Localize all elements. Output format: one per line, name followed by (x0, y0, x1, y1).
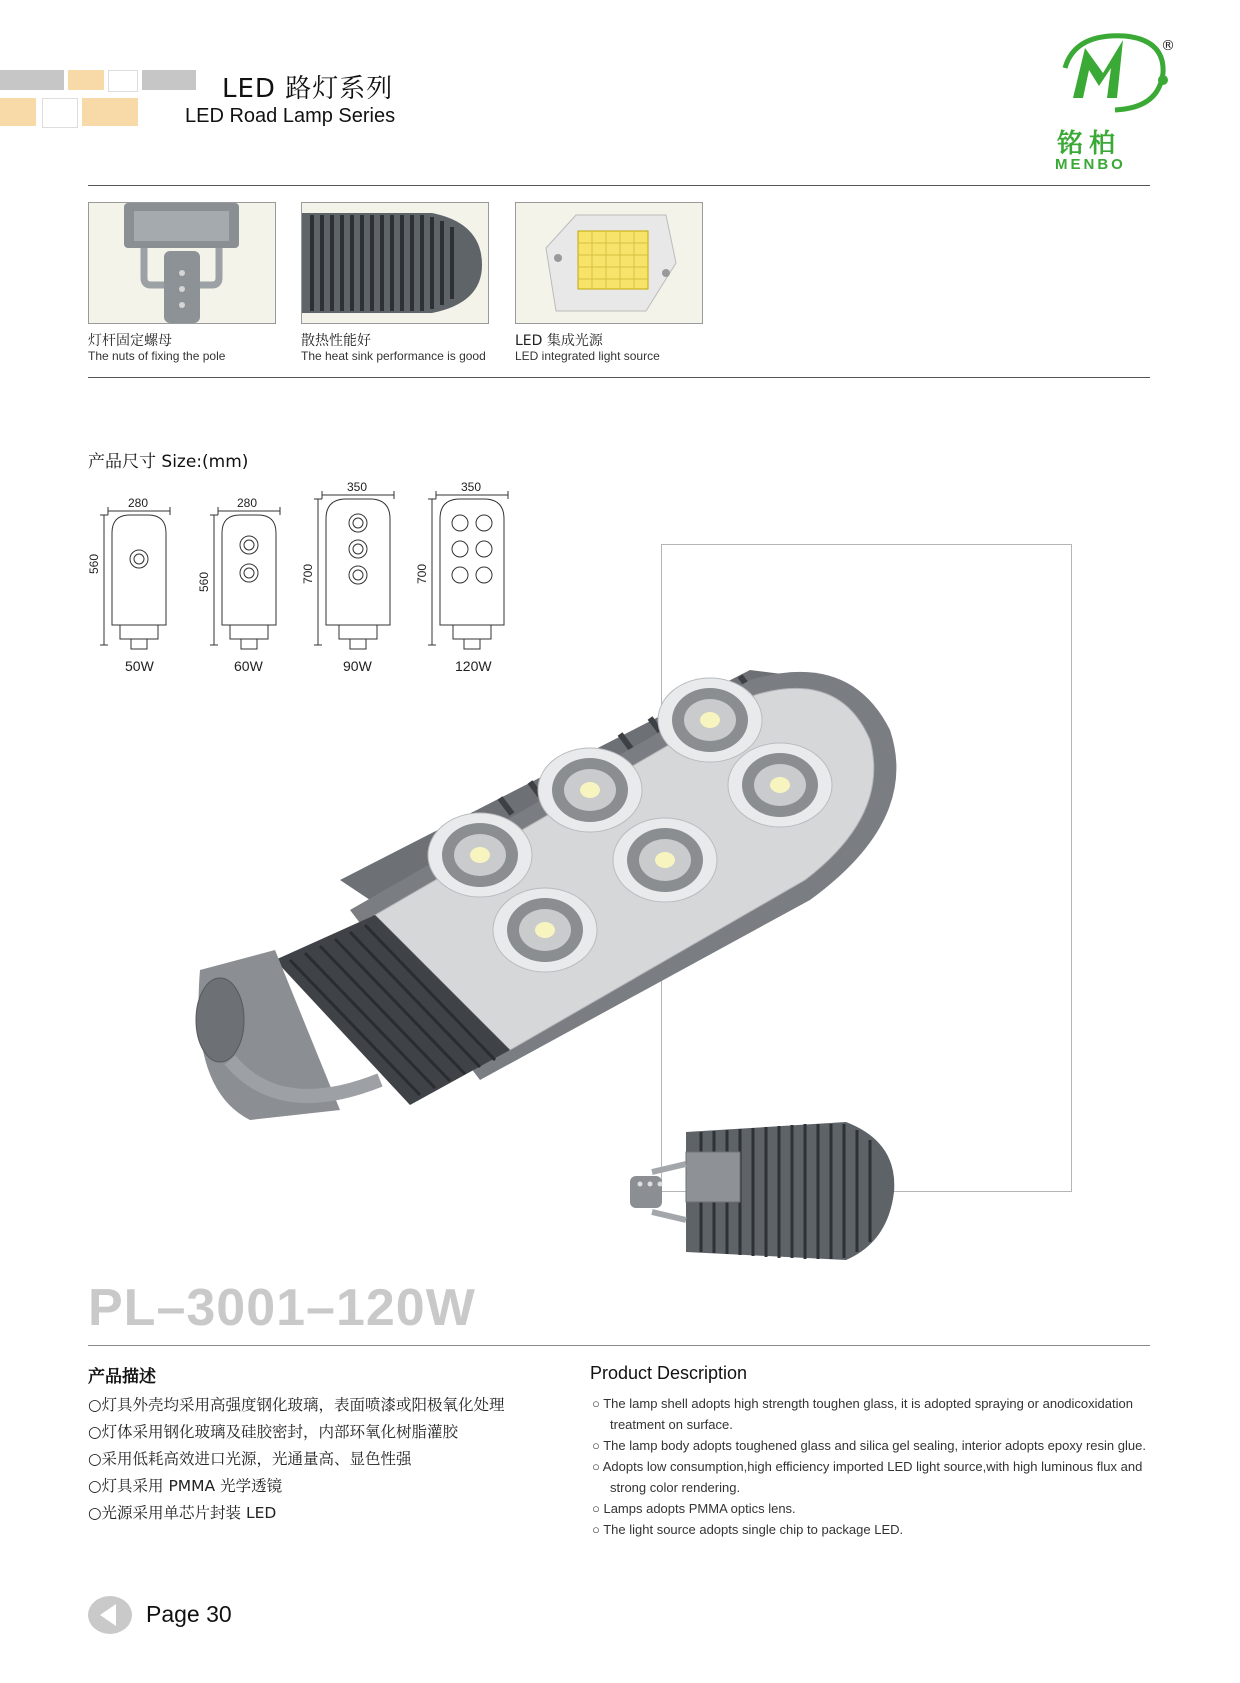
brand-name-cn: 铭柏 (1057, 129, 1122, 159)
led-chip-icon (516, 203, 702, 323)
pole-mount-icon (89, 203, 275, 323)
divider-features (88, 377, 1150, 378)
list-item: ○ Adopts low consumption,high efficiency imported LED light source,with high luminous flux and strong color rendering. (592, 1459, 1143, 1495)
divider-description (88, 1345, 1150, 1346)
feature-label-cn: LED 集成光源 (515, 333, 603, 349)
feature-image-led-chip (515, 202, 703, 324)
feature-image-pole-mount (88, 202, 276, 324)
feature-image-heat-sink (301, 202, 489, 324)
product-image-side (626, 1112, 906, 1262)
list-item: ○灯体采用钢化玻璃及硅胶密封，内部环氧化树脂灌胶 (88, 1423, 459, 1441)
list-item: ○采用低耗高效进口光源，光通量高、显色性强 (88, 1450, 412, 1468)
page-title-en: LED Road Lamp Series (185, 105, 396, 127)
dimension-width: 280 (128, 496, 149, 510)
feature-label-cn: 灯杆固定螺母 (88, 333, 172, 349)
feature-label-en: LED integrated light source (515, 349, 660, 363)
dimension-height: 560 (197, 571, 211, 592)
dimension-width: 280 (237, 496, 258, 510)
feature-label-en: The heat sink performance is good (301, 349, 486, 363)
list-item: ○ The lamp body adopts toughened glass and silica gel sealing, interior adopts epoxy resin glue. (592, 1438, 1146, 1453)
brand-logo (1055, 28, 1180, 178)
dimension-width: 350 (461, 480, 482, 494)
description-title-en: Product Description (590, 1363, 748, 1383)
page-back-arrow[interactable] (88, 1596, 132, 1634)
dimension-height: 700 (415, 563, 429, 584)
size-drawing-50w (100, 507, 170, 649)
brand-name-en: MENBO (1055, 156, 1126, 173)
dimension-height: 700 (301, 563, 315, 584)
model-number: PL–3001–120W (88, 1279, 476, 1337)
size-drawing-60w (210, 507, 280, 649)
list-item: ○灯具外壳均采用高强度钢化玻璃，表面喷漆或阳极氧化处理 (88, 1396, 505, 1414)
header-decor (0, 70, 200, 130)
divider-top (88, 185, 1150, 186)
size-drawing-90w (314, 491, 394, 649)
list-item: ○ The lamp shell adopts high strength toughen glass, it is adopted spraying or anodicoxidation treatment on surface. (592, 1396, 1133, 1432)
page-number: Page 30 (146, 1601, 232, 1627)
wattage-label: 120W (455, 658, 492, 674)
list-item: ○ The light source adopts single chip to package LED. (592, 1522, 904, 1537)
dimension-height: 560 (87, 553, 101, 574)
arrow-left-icon (88, 1596, 132, 1634)
size-drawing-120w (428, 491, 508, 649)
product-image-main (190, 650, 970, 1170)
dimension-width: 350 (347, 480, 368, 494)
list-item: ○光源采用单芯片封装 LED (88, 1504, 277, 1522)
description-list-cn (88, 1392, 568, 1527)
description-list-en (592, 1393, 1152, 1540)
feature-label-en: The nuts of fixing the pole (88, 349, 226, 363)
wattage-label: 50W (125, 658, 154, 674)
size-title: 产品尺寸 Size:(mm) (88, 452, 249, 472)
description-title-cn: 产品描述 (88, 1367, 156, 1387)
heat-sink-icon (302, 203, 488, 323)
feature-label-cn: 散热性能好 (301, 333, 371, 349)
list-item: ○灯具采用 PMMA 光学透镜 (88, 1477, 283, 1495)
wattage-label: 60W (234, 658, 263, 674)
page-title-cn: LED 路灯系列 (222, 74, 394, 104)
list-item: ○ Lamps adopts PMMA optics lens. (592, 1501, 796, 1516)
registered-mark: ® (1161, 38, 1175, 54)
wattage-label: 90W (343, 658, 372, 674)
